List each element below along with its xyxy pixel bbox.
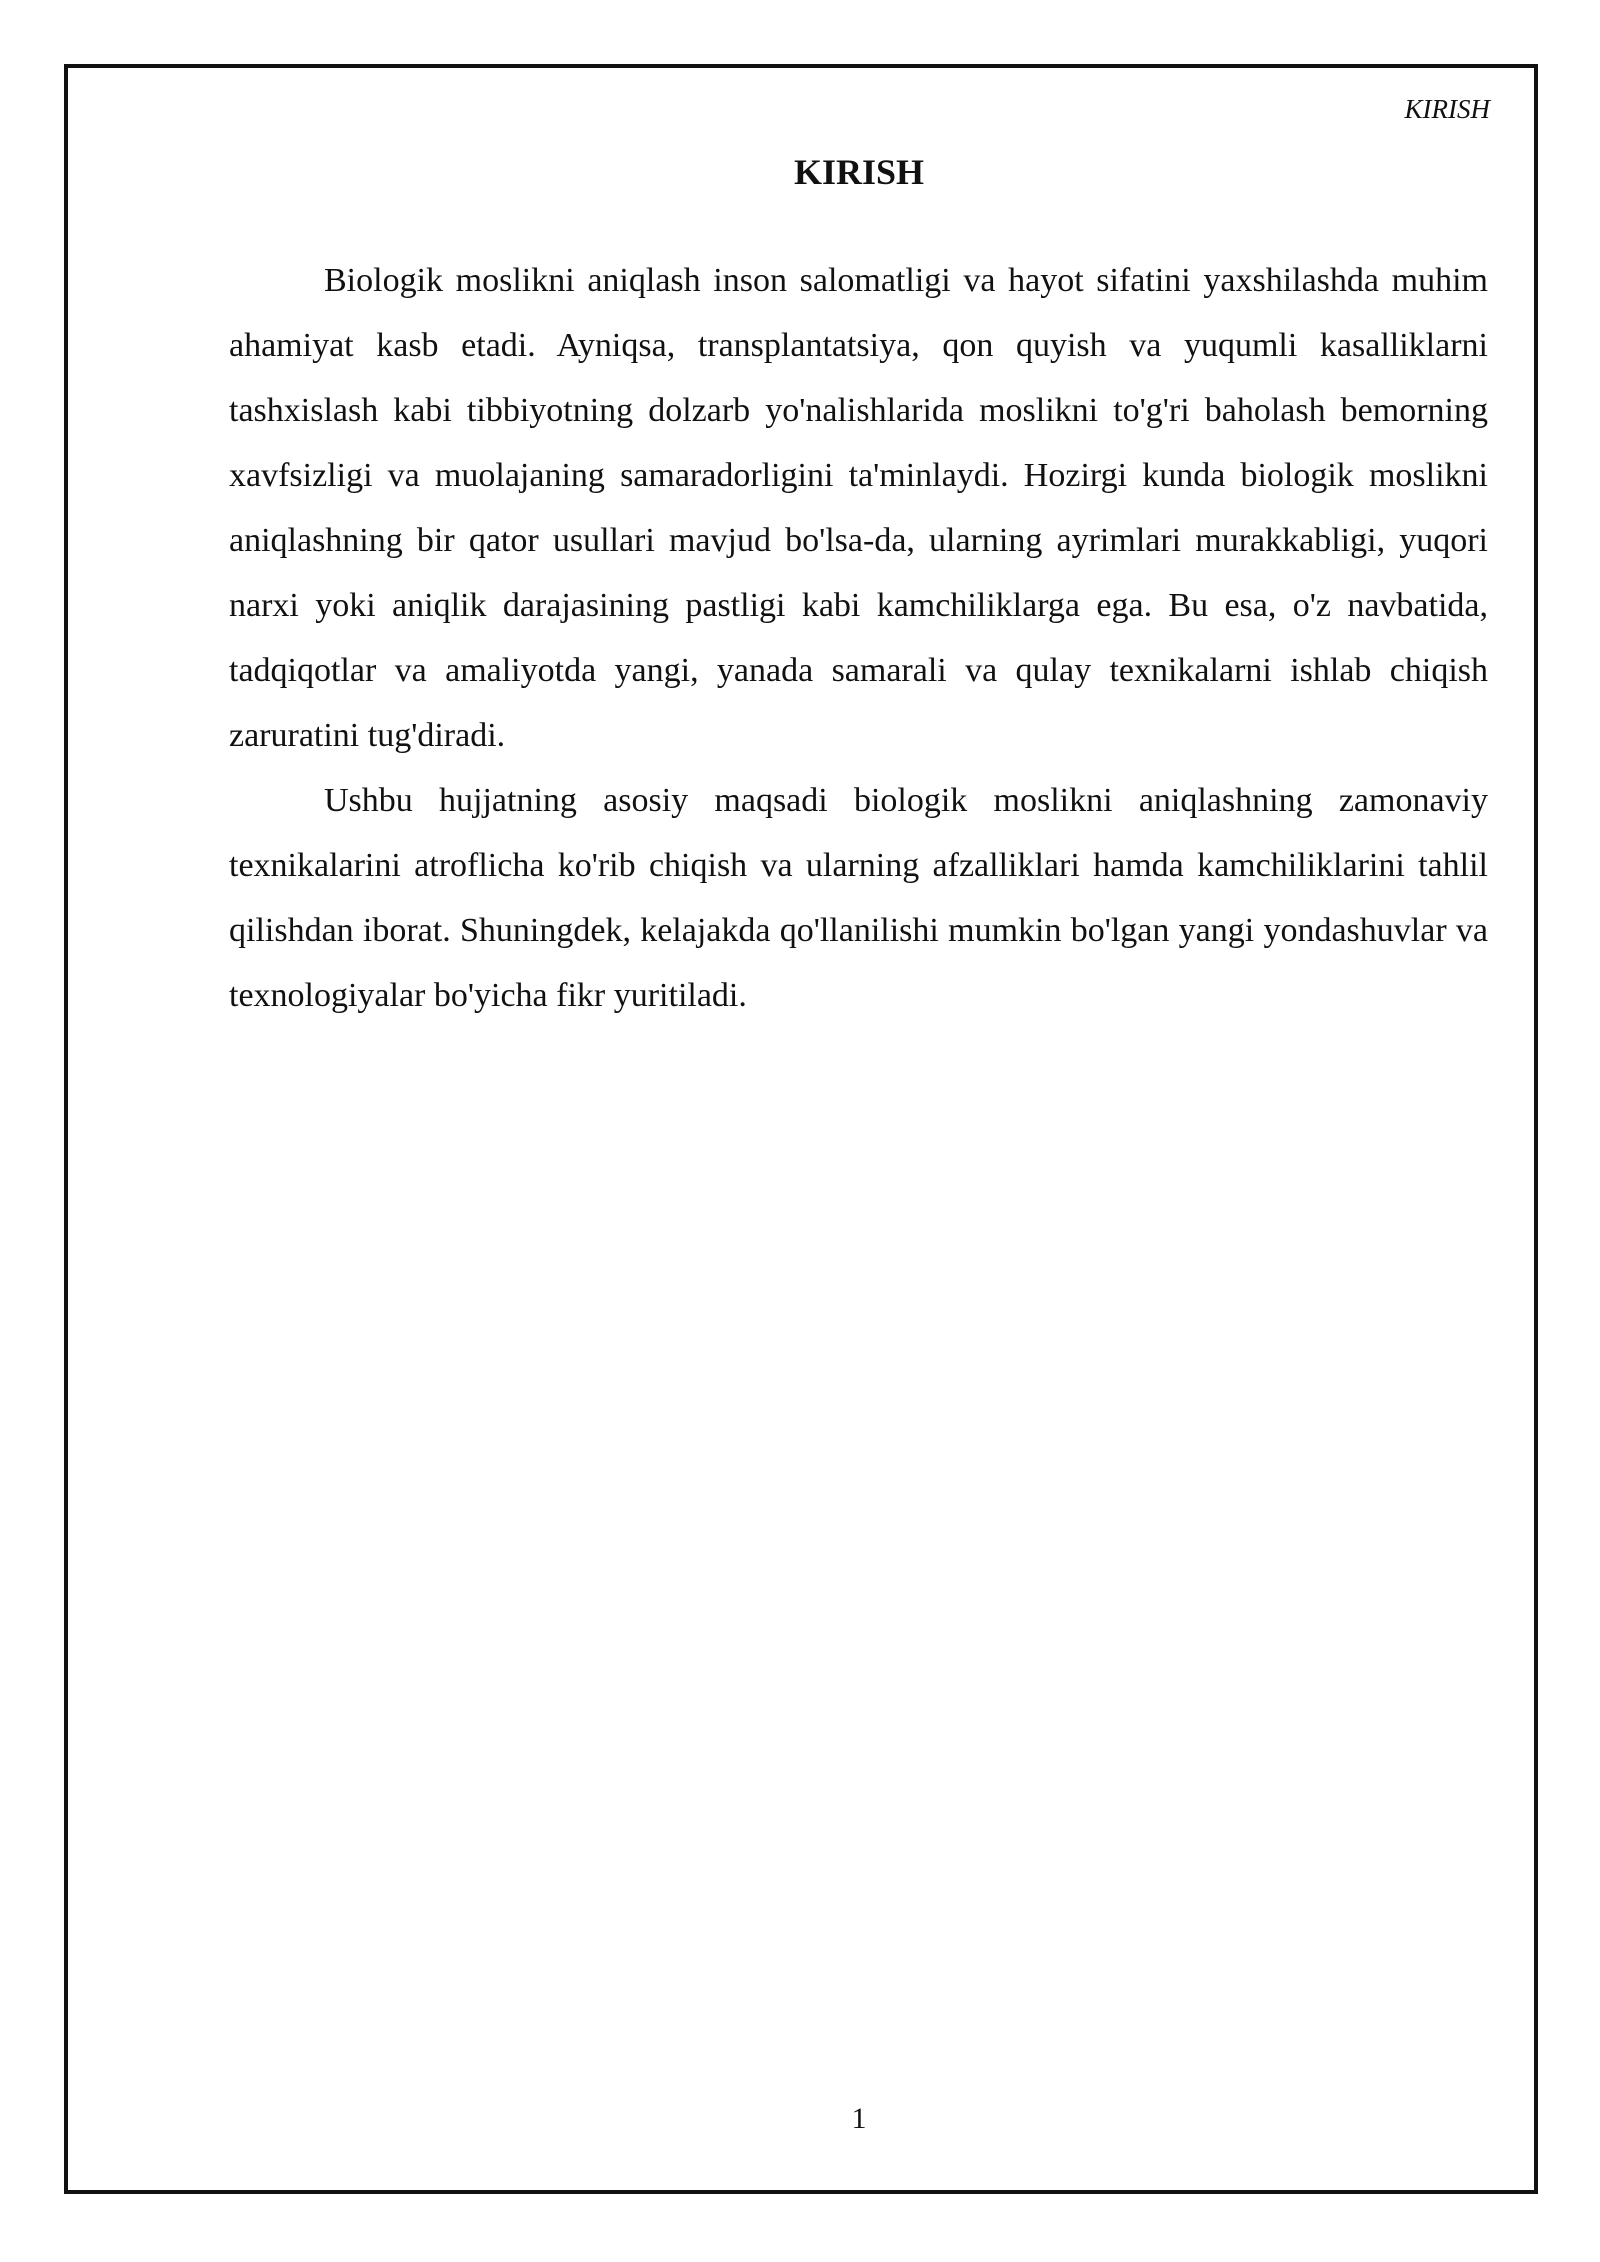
paragraph-1: Biologik moslikni aniqlash inson salomatligi va hayot sifatini yaxshilashda muhim ahamiyat kasb etadi. Ayniqsa, transplantatsiya, qon quyish va yuqumli kasalliklarni tashxislash kabi tibbiyotning dolzarb yo'nalishlarida moslikni to'g'ri baholash bemorning xavfsizligi va muolajaning samaradorligini ta'minlaydi. Hozirgi kunda biologik moslikni aniqlashning bir qator usullari mavjud bo'lsa-da, ularning ayrimlari murakkabligi, yuqori narxi yoki aniqlik darajasining pastligi kabi kamchiliklarga ega. Bu esa, o'z navbatida, tadqiqotlar va amaliyotda yangi, yanada samarali va qulay texnikalarni ishlab chiqish zaruratini tug'diradi. xyxy=(229,262,1488,754)
page-number: 1 xyxy=(851,2102,867,2135)
body-text xyxy=(229,248,1488,1028)
running-header: KIRISH xyxy=(1404,94,1490,124)
page-title: KIRISH xyxy=(793,152,925,192)
paragraph-2: Ushbu hujjatning asosiy maqsadi biologik moslikni aniqlashning zamonaviy texnikalarini atroflicha ko'rib chiqish va ularning afzalliklari hamda kamchiliklarini tahlil qilishdan iborat. Shuningdek, kelajakda qo'llanilishi mumkin bo'lgan yangi yondashuvlar va texnologiyalar bo'yicha fikr yuritiladi. xyxy=(229,782,1488,1014)
